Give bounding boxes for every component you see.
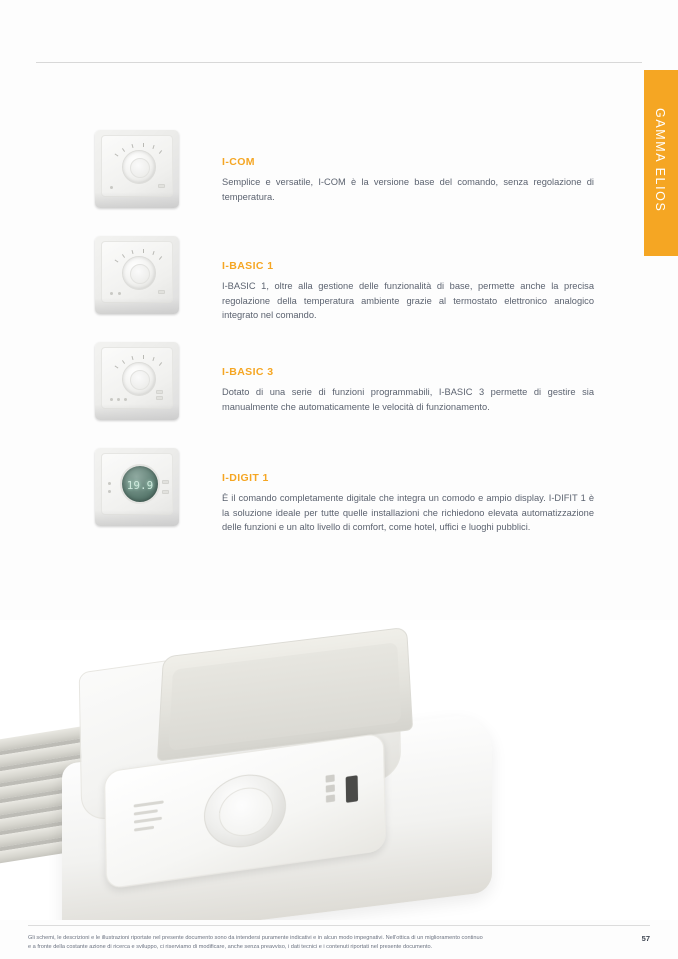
product-text — [222, 260, 594, 323]
controller-knob — [122, 362, 156, 396]
panel-left-buttons — [134, 798, 179, 844]
product-thumbnail — [95, 342, 179, 420]
product-thumbnail — [95, 448, 179, 526]
controller-knob-icon — [95, 130, 179, 208]
controller-button — [162, 480, 169, 484]
indicator-led — [110, 186, 113, 189]
controller-digital-display-icon — [95, 448, 179, 526]
product-text — [222, 366, 594, 414]
controller-knob-inner — [130, 264, 150, 284]
list-item — [0, 236, 678, 342]
digital-display — [120, 464, 160, 504]
product-description: Dotato di una serie di funzioni programmabili, I-BASIC 3 permette di gestire sia manualmente che automaticamente le velocità di funzionamento. — [222, 387, 594, 412]
product-description: È il comando completamente digitale che integra un comodo e ampio display. I-DIFIT 1 è la soluzione ideale per tutte quelle installazioni che richiedono elevata automatizzazione delle funzioni e un alto livello di comfort, come hotel, uffici e luoghi pubblici. — [222, 493, 594, 532]
top-divider — [36, 62, 642, 63]
product-list — [0, 130, 678, 554]
indicator-led — [110, 398, 113, 401]
panel-knob-inner — [219, 784, 274, 839]
controller-face — [101, 347, 173, 409]
side-tab-label: GAMMA ELIOS — [653, 108, 667, 213]
footer-divider — [28, 925, 650, 926]
product-title: I-BASIC 1 — [222, 260, 274, 272]
display-value: 19.9 — [126, 479, 154, 492]
controller-face — [101, 241, 173, 303]
indicator-led — [118, 292, 121, 295]
list-item — [0, 130, 678, 236]
page-footer — [0, 925, 678, 959]
indicator-led — [117, 398, 120, 401]
panel-switch — [346, 775, 358, 803]
controller-knob-dial-icon — [95, 236, 179, 314]
footer-line-1: Gli schemi, le descrizioni e le illustrazioni riportate nel presente documento sono da intendersi puramente indicativi e in alcun modo impegnativi. Nell'ottica di un miglioramento continuo — [28, 935, 483, 941]
indicator-led — [108, 490, 111, 493]
panel-knob — [203, 769, 286, 852]
page-number: 57 — [641, 934, 650, 943]
indicator-led — [108, 482, 111, 485]
controller-face — [101, 453, 173, 515]
fan-coil-unit-photo — [0, 620, 678, 920]
product-thumbnail — [95, 130, 179, 208]
panel-right-buttons — [324, 768, 369, 820]
controller-knob — [122, 150, 156, 184]
controller-button — [156, 390, 163, 394]
controller-knob-inner — [130, 370, 150, 390]
product-text — [222, 472, 594, 535]
product-thumbnail — [95, 236, 179, 314]
product-text — [222, 156, 594, 204]
product-description: I-BASIC 1, oltre alla gestione delle funzionalità di base, permette anche la precisa regolazione della temperatura ambiente grazie al termostato elettronico analogico integrato nel comando. — [222, 281, 594, 320]
indicator-led — [124, 398, 127, 401]
list-item — [0, 448, 678, 554]
footer-disclaimer — [28, 934, 598, 952]
product-title: I-COM — [222, 156, 255, 168]
controller-knob-inner — [130, 158, 150, 178]
controller-knob-programmable-icon — [95, 342, 179, 420]
controller-button — [156, 396, 163, 400]
controller-face — [101, 135, 173, 197]
controller-button — [162, 490, 169, 494]
product-title: I-DIGIT 1 — [222, 472, 269, 484]
indicator-led — [110, 292, 113, 295]
controller-knob — [122, 256, 156, 290]
list-item — [0, 342, 678, 448]
product-title: I-BASIC 3 — [222, 366, 274, 378]
product-description: Semplice e versatile, I-COM è la versione base del comando, senza regolazione di temperatura. — [222, 177, 594, 202]
footer-line-2: e a fronte della costante azione di ricerca e sviluppo, ci riserviamo di modificare, anche senza preavviso, i dati tecnici e i contenuti riportati nel presente documento. — [28, 944, 433, 950]
controller-button — [158, 290, 165, 294]
controller-button — [158, 184, 165, 188]
